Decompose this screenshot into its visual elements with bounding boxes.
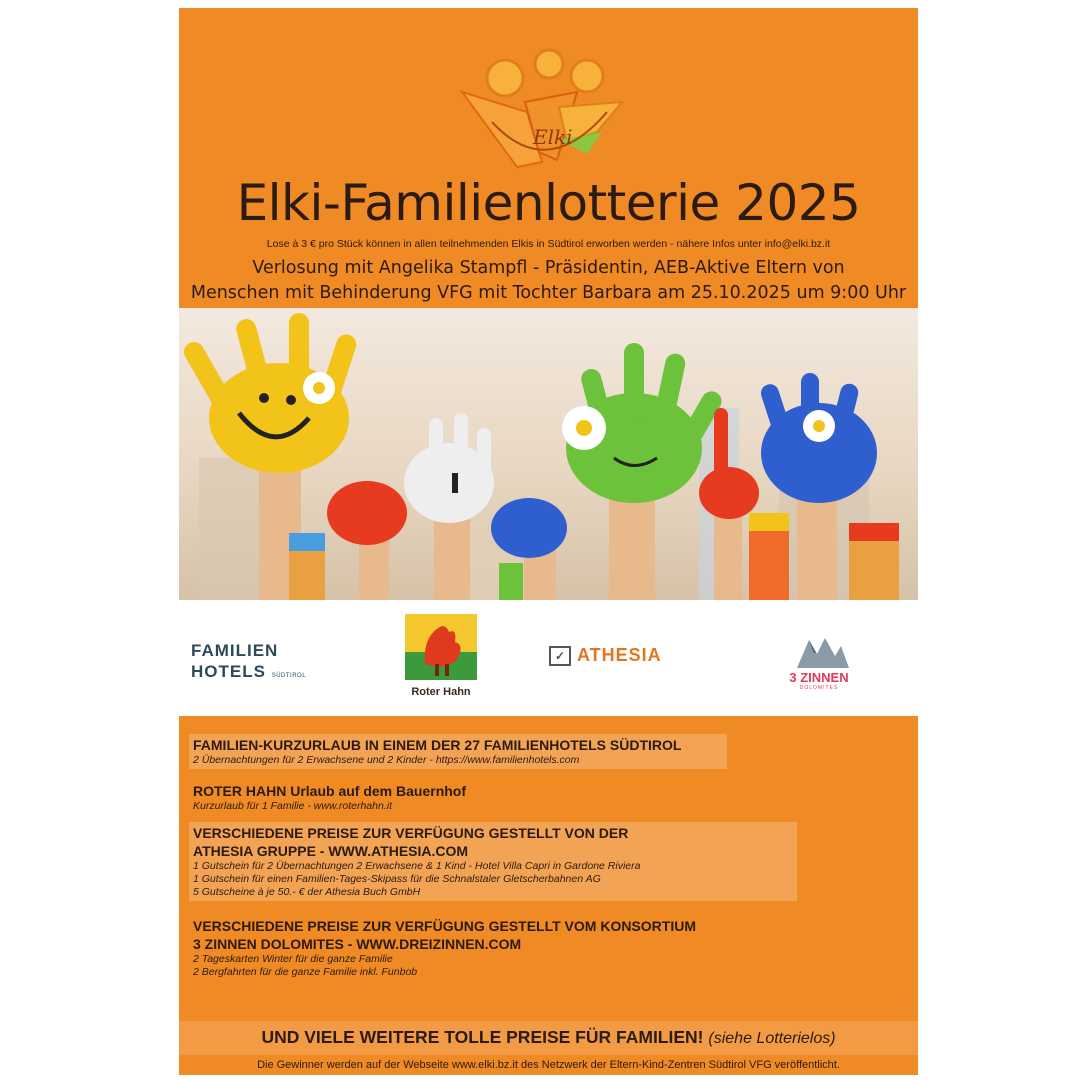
drei-zinnen-label: 3 ZINNEN bbox=[789, 670, 849, 685]
prize-detail: 5 Gutscheine à je 50.- € der Athesia Buch GmbH bbox=[193, 886, 421, 898]
sponsor-logos bbox=[179, 600, 918, 716]
athesia-mark-icon: ✓ bbox=[549, 646, 571, 666]
athesia-label: ATHESIA bbox=[577, 645, 662, 665]
lottery-poster bbox=[179, 8, 918, 1075]
athesia-logo bbox=[549, 645, 662, 666]
familienhotels-line-1: FAMILIEN bbox=[191, 641, 279, 660]
prize-heading: FAMILIEN-KURZURLAUB IN EINEM DER 27 FAMILIENHOTELS SÜDTIROL bbox=[193, 737, 682, 753]
prize-heading: VERSCHIEDENE PREISE ZUR VERFÜGUNG GESTELLT VON DER bbox=[193, 825, 629, 841]
roter-hahn-label: Roter Hahn bbox=[411, 686, 471, 698]
drei-zinnen-sub: DOLOMITES bbox=[799, 685, 839, 691]
prize-heading-2: 3 ZINNEN DOLOMITES - WWW.DREIZINNEN.COM bbox=[193, 936, 522, 952]
logo-lettering: Elki bbox=[533, 125, 573, 149]
elki-logo bbox=[447, 32, 647, 172]
prizes-section bbox=[179, 716, 918, 1075]
prize-detail: 2 Übernachtungen für 2 Erwachsene und 2 Kinder - https://www.familienhotels.com bbox=[193, 754, 580, 766]
ticket-info: Lose à 3 € pro Stück können in allen teilnehmenden Elkis in Südtirol erworben werden - nähere Infos unter info@elki.bz.it bbox=[266, 238, 831, 250]
more-prizes-note: (siehe Lotterielos) bbox=[708, 1030, 836, 1047]
draw-info-line-1: Verlosung mit Angelika Stampfl - Präsidentin, AEB-Aktive Eltern von bbox=[252, 258, 845, 278]
familienhotels-logo bbox=[191, 640, 306, 687]
prize-heading-2: ATHESIA GRUPPE - WWW.ATHESIA.COM bbox=[193, 843, 469, 859]
drei-zinnen-logo bbox=[779, 634, 859, 696]
prize-athesia bbox=[189, 822, 797, 901]
winners-note: Die Gewinner werden auf der Webseite www.elki.bz.it des Netzwerk der Eltern-Kind-Zentren Südtirol VFG veröffentlicht. bbox=[257, 1059, 840, 1071]
prize-detail: Kurzurlaub für 1 Familie - www.roterhahn.it bbox=[193, 800, 392, 812]
familienhotels-sub: SÜDTIROL bbox=[271, 673, 307, 679]
mountain-icon bbox=[779, 634, 859, 670]
familienhotels-line-2: HOTELS bbox=[191, 662, 266, 681]
prize-detail: 2 Tageskarten Winter für die ganze Familie bbox=[193, 953, 393, 965]
prize-detail: 2 Bergfahrten für die ganze Familie inkl. Funbob bbox=[193, 966, 418, 978]
prize-roter-hahn bbox=[189, 780, 597, 815]
prize-detail: 1 Gutschein für 2 Übernachtungen 2 Erwachsene & 1 Kind - Hotel Villa Capri in Gardone Riviera bbox=[193, 860, 641, 872]
painted-hands-photo bbox=[179, 308, 918, 600]
poster-title: Elki-Familienlotterie 2025 bbox=[236, 174, 861, 232]
prize-drei-zinnen bbox=[189, 915, 817, 981]
roter-hahn-logo bbox=[405, 614, 477, 680]
prize-detail: 1 Gutschein für einen Familien-Tages-Skipass für die Schnalstaler Gletscherbahnen AG bbox=[193, 873, 601, 885]
poster-header bbox=[179, 8, 918, 308]
more-prizes-text: UND VIELE WEITERE TOLLE PREISE FÜR FAMILIEN! bbox=[261, 1027, 704, 1047]
prize-heading: VERSCHIEDENE PREISE ZUR VERFÜGUNG GESTELLT VOM KONSORTIUM bbox=[193, 918, 697, 934]
prize-heading: ROTER HAHN Urlaub auf dem Bauernhof bbox=[193, 783, 467, 799]
more-prizes-line bbox=[179, 1027, 918, 1048]
prize-familienhotels bbox=[189, 734, 727, 769]
draw-info-line-2: Menschen mit Behinderung VFG mit Tochter Barbara am 25.10.2025 um 9:00 Uhr bbox=[190, 283, 907, 303]
